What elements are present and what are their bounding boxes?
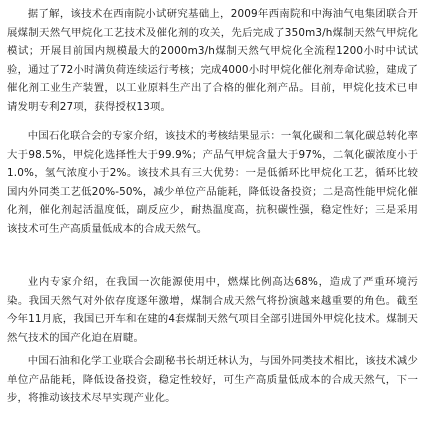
article-paragraph-4: 中国石油和化学工业联合会副秘书长胡迁林认为，与国外同类技术相比，该技术减少单位产品能耗，降低设备投资，稳定性较好，可生产高质量低成本的合成天然气，下一步，将推动该技术尽早实现产业化。: [7, 355, 418, 405]
article-paragraph-3: 业内专家介绍，在我国一次能源使用中，燃煤比例高达68%，造成了严重环境污染。我国天然气对外依存度逐年激增，煤制合成天然气将扮演越来越重要的角色。截至今年11月底，我国已开车和在建的4套煤制天然气项目全部引进国外甲烷化技术。煤制天然气技术的国产化迫在眉睫。: [7, 276, 418, 344]
article-paragraph-1: 据了解，该技术在西南院小试研究基础上，2009年西南院和中海油气电集团联合开展煤制天然气甲烷化工艺技术及催化剂的攻关，先后完成了350m3/h煤制天然气甲烷化模试；开展目前国内规模最大的2000m3/h煤制天然气甲烷化全流程1200小时中试试验，通过了72小时满负荷连续运行考核；完成4000小时甲烷化催化剂寿命试验，建成了催化剂工业生产装置，以工业原料生产出了合格的催化剂产品。目前，甲烷化技术已申请发明专利27项，获得授权13项。: [7, 8, 418, 113]
article-paragraph-2: 中国石化联合会的专家介绍，该技术的考核结果显示：一氧化碳和二氧化碳总转化率大于98.5%，甲烷化选择性大于99.9%；产品气甲烷含量大于97%，二氧化碳浓度小于1.0%，氢气浓度小于2%。该技术具有三大优势：一是低循环比甲烷化工艺，循环比较国内外同类工艺低20%-50%，减少单位产品能耗，降低设备投资；二是高性能甲烷化催化剂，催化剂起活温度低，副反应少，耐热温度高，抗积碳性强，稳定性好；三是采用该技术可生产高质量低成本的合成天然气。: [7, 130, 418, 235]
